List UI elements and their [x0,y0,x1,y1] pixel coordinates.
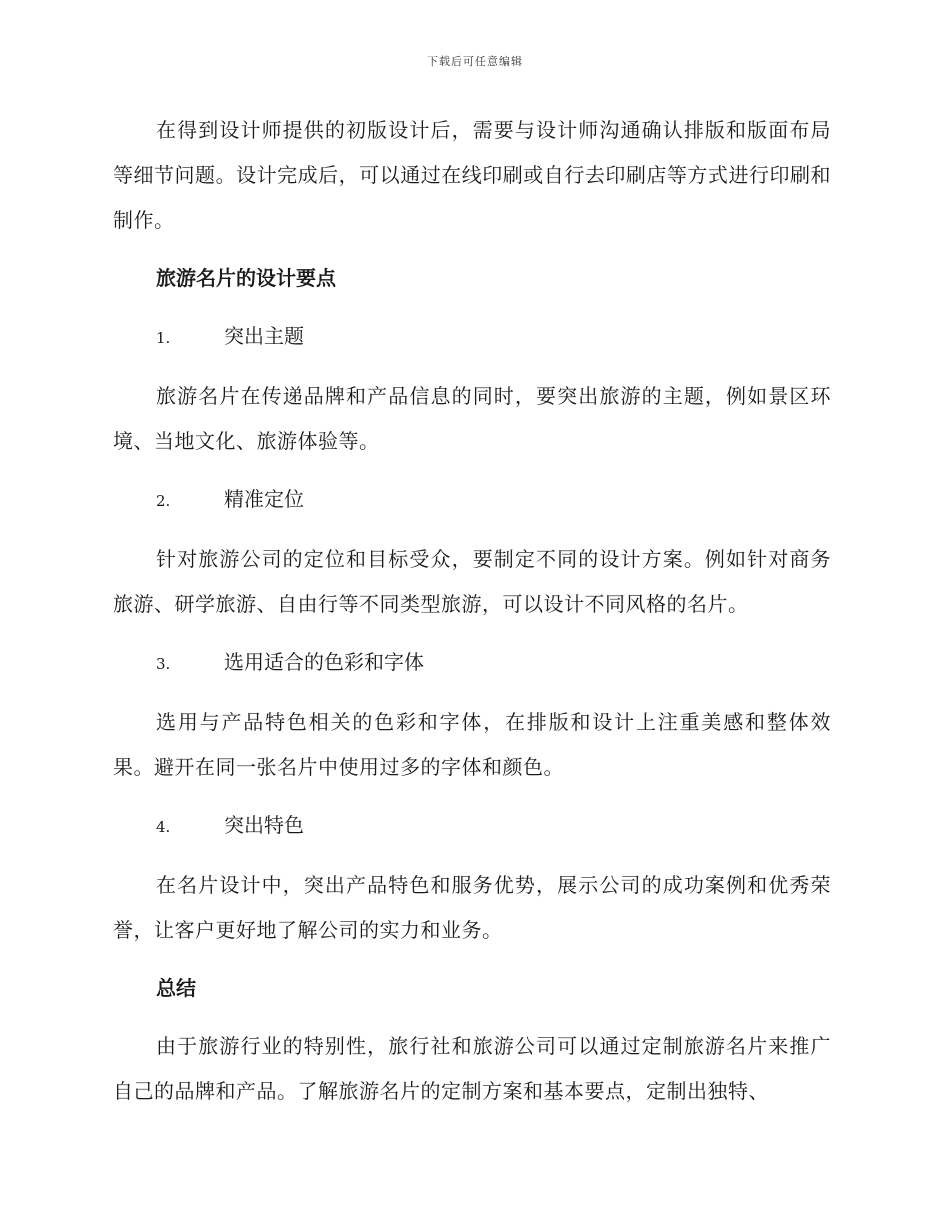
list-number: 3. [156,655,171,673]
section-heading-summary: 总结 [156,976,196,1000]
spacer [113,1011,831,1024]
list-title: 突出特色 [224,813,304,837]
list-title: 选用适合的色彩和字体 [224,650,424,674]
spacer [113,243,831,256]
spacer [113,301,831,314]
document-body [113,108,831,1114]
list-item-2 [113,477,831,524]
paragraph-features: 在名片设计中，突出产品特色和服务优势，展示公司的成功案例和优秀荣誉，让客户更好地了解公司的实力和业务。 [113,873,831,942]
spacer [113,790,831,803]
list-title: 精准定位 [224,487,304,511]
list-number: 4. [156,818,171,836]
spacer [113,627,831,640]
list-item-3 [113,640,831,687]
list-item-4 [113,803,831,850]
list-number: 1. [156,329,171,347]
list-number: 2. [156,492,171,510]
section-heading-design-points: 旅游名片的设计要点 [156,266,336,290]
spacer [113,687,831,700]
spacer [113,464,831,477]
page-header: 下载后可任意编辑 [427,55,523,68]
paragraph-positioning: 针对旅游公司的定位和目标受众，要制定不同的设计方案。例如针对商务旅游、研学旅游、自由行等不同类型旅游，可以设计不同风格的名片。 [113,547,831,616]
list-title: 突出主题 [224,324,304,348]
spacer [113,361,831,374]
paragraph-color-font: 选用与产品特色相关的色彩和字体，在排版和设计上注重美感和整体效果。避开在同一张名片中使用过多的字体和颜色。 [113,710,831,779]
spacer [113,524,831,537]
paragraph-print-process: 在得到设计师提供的初版设计后，需要与设计师沟通确认排版和版面布局等细节问题。设计完成后，可以通过在线印刷或自行去印刷店等方式进行印刷和制作。 [113,118,831,232]
paragraph-summary: 由于旅游行业的特别性，旅行社和旅游公司可以通过定制旅游名片来推广自己的品牌和产品。了解旅游名片的定制方案和基本要点，定制出独特、 [113,1034,831,1103]
spacer [113,953,831,966]
list-item-1 [113,314,831,361]
spacer [113,850,831,863]
paragraph-theme: 旅游名片在传递品牌和产品信息的同时，要突出旅游的主题，例如景区环境、当地文化、旅游体验等。 [113,384,831,453]
